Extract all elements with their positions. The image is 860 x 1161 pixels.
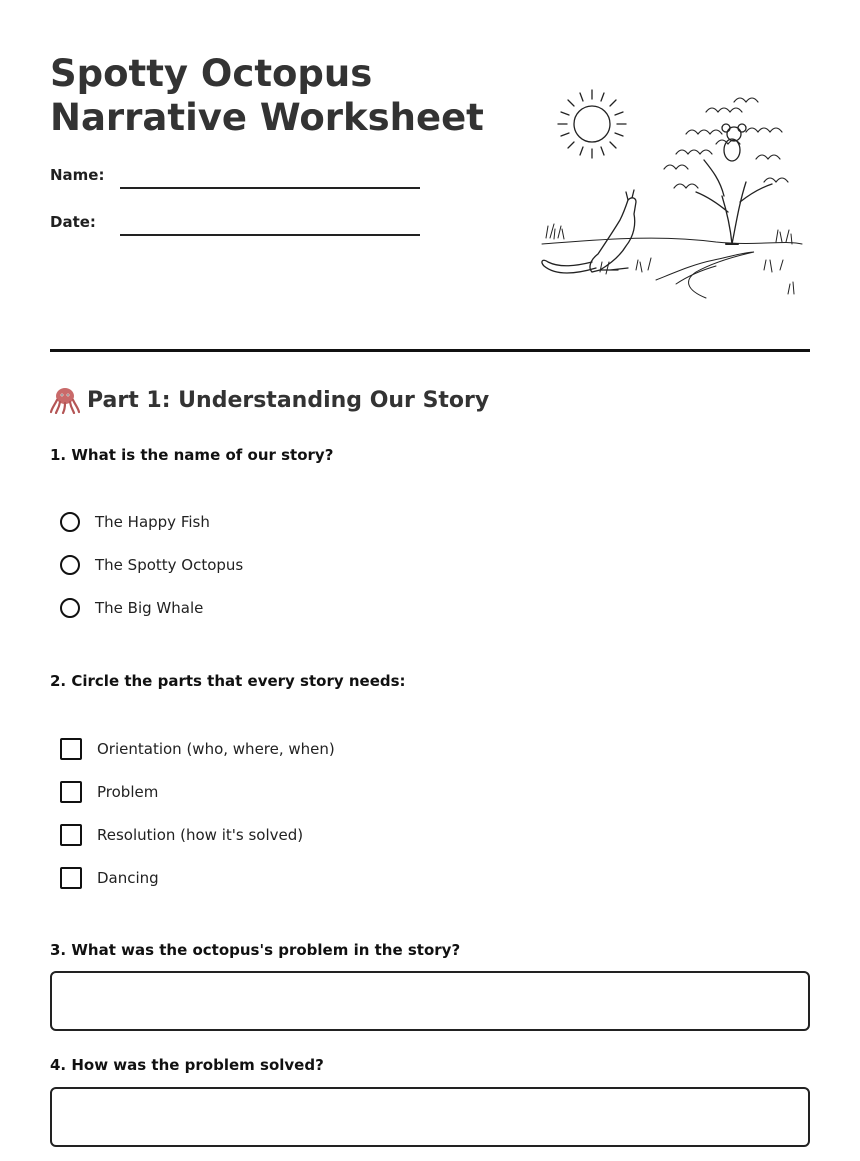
kangaroo-icon	[542, 190, 636, 273]
name-label: Name:	[50, 166, 105, 184]
octopus-icon	[50, 386, 80, 414]
checkbox[interactable]	[60, 738, 82, 760]
question-3: 3. What was the octopus's problem in the story?	[50, 941, 461, 959]
q2-option-2[interactable]	[60, 781, 158, 803]
option-label: The Happy Fish	[95, 513, 210, 531]
checkbox[interactable]	[60, 781, 82, 803]
question-2: 2. Circle the parts that every story needs:	[50, 672, 406, 690]
checkbox[interactable]	[60, 867, 82, 889]
option-label: Problem	[97, 783, 159, 801]
ground-lines	[542, 224, 802, 298]
date-field[interactable]	[120, 234, 420, 236]
part1-title: Part 1: Understanding Our Story	[87, 387, 490, 413]
q2-option-1[interactable]	[60, 738, 335, 760]
koala-icon	[722, 124, 746, 161]
name-field[interactable]	[120, 187, 420, 189]
q2-option-3[interactable]	[60, 824, 303, 846]
tree-icon	[664, 98, 788, 244]
question-1: 1. What is the name of our story?	[50, 446, 334, 464]
title-line-1: Spotty Octopus	[50, 52, 373, 95]
title-line-2: Narrative Worksheet	[50, 96, 484, 139]
checkbox[interactable]	[60, 824, 82, 846]
radio-button[interactable]	[60, 555, 80, 575]
q1-option-1[interactable]	[60, 512, 210, 532]
question-4: 4. How was the problem solved?	[50, 1056, 324, 1074]
option-label: The Big Whale	[95, 599, 204, 617]
q3-answer-box[interactable]	[50, 971, 810, 1031]
outback-illustration	[536, 84, 806, 306]
date-label: Date:	[50, 213, 96, 231]
sun-icon	[558, 90, 626, 158]
header-divider	[50, 349, 810, 352]
option-label: Resolution (how it's solved)	[97, 826, 304, 844]
q1-option-3[interactable]	[60, 598, 203, 618]
q1-option-2[interactable]	[60, 555, 243, 575]
radio-button[interactable]	[60, 598, 80, 618]
q2-option-4[interactable]	[60, 867, 159, 889]
option-label: Orientation (who, where, when)	[97, 740, 335, 758]
worksheet-title	[50, 52, 484, 140]
radio-button[interactable]	[60, 512, 80, 532]
option-label: The Spotty Octopus	[95, 556, 244, 574]
q4-answer-box[interactable]	[50, 1087, 810, 1147]
part1-heading	[50, 386, 489, 414]
option-label: Dancing	[97, 869, 159, 887]
